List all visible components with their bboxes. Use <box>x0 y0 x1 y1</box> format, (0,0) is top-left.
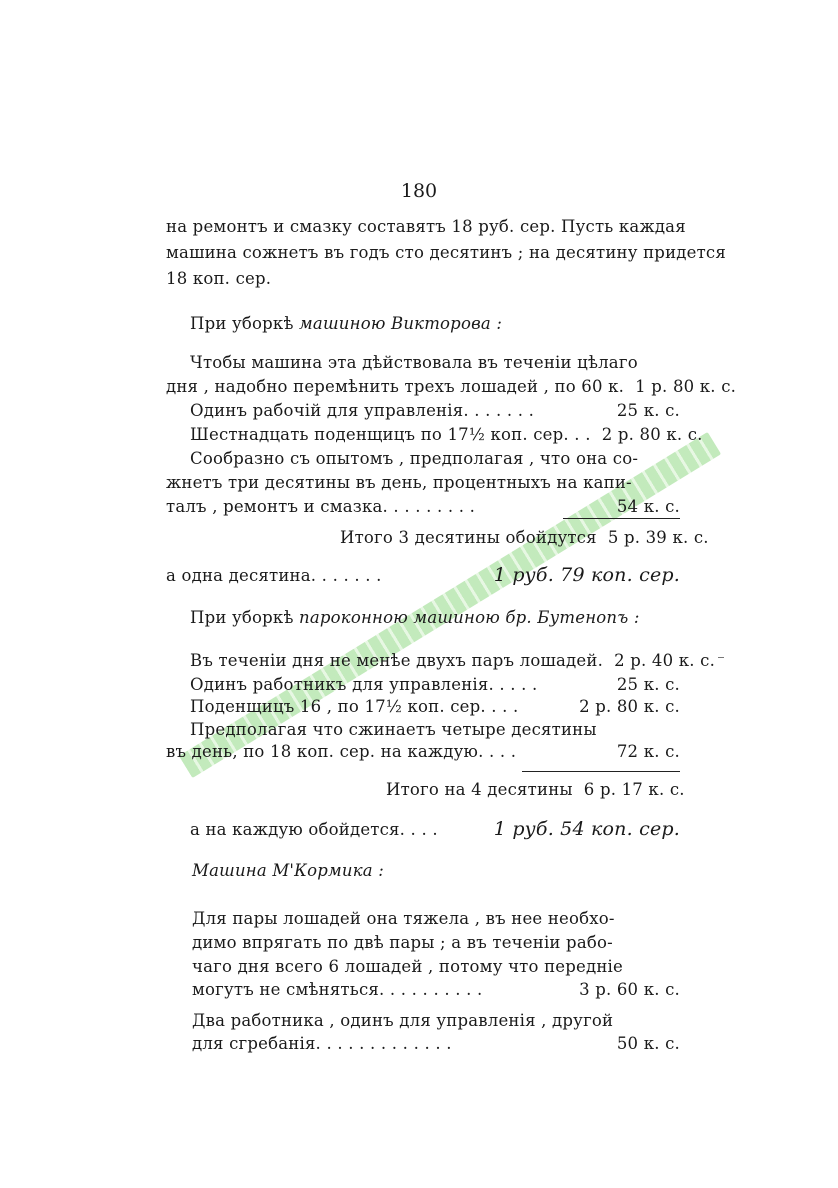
butenop-item: Поденщицъ 16 , по 17½ коп. сер. . . . 2 р. 80 к. с. <box>190 697 680 716</box>
intro-line-1: на ремонтъ и смазку составятъ 18 руб. сер. Пусть каждая <box>166 217 686 236</box>
butenop-item: Предполагая что сжинаетъ четыре десятины <box>190 720 597 739</box>
viktorov-item: Шестнадцать поденщицъ по 17½ коп. сер. . . 2 р. 80 к. с. <box>190 425 703 444</box>
butenop-heading: При уборкѣ пароконною машиною бр. Бутенопъ : <box>190 608 640 627</box>
viktorov-item: Одинъ рабочій для управленія. . . . . . . 25 к. с. <box>190 401 680 420</box>
viktorov-total: Итого 3 десятины обойдутся 5 р. 39 к. с. <box>340 528 709 547</box>
viktorov-heading: При уборкѣ машиною Викторова : <box>190 314 503 333</box>
viktorov-item: дня , надобно перемѣнить трехъ лошадей , по 60 к. 1 р. 80 к. с. <box>166 377 737 396</box>
mccormick-item: Для пары лошадей она тяжела , въ нее необхо- <box>192 909 615 928</box>
mccormick-item: димо впрягать по двѣ пары ; а въ теченіи рабо- <box>192 933 613 952</box>
viktorov-item: талъ , ремонтъ и смазка. . . . . . . . . 54 к. с. <box>166 497 680 516</box>
page-number: 180 <box>400 180 438 202</box>
mccormick-item: для сгребанія. . . . . . . . . . . . . 50 к. с. <box>192 1034 680 1053</box>
sum-rule <box>522 771 680 772</box>
mccormick-item: могутъ не смѣняться. . . . . . . . . . 3 р. 60 к. с. <box>192 980 680 999</box>
mccormick-item: Два работника , одинъ для управленія , другой <box>192 1011 614 1030</box>
mccormick-heading: Машина М'Кормика : <box>192 861 385 880</box>
viktorov-item: жнетъ три десятины въ день, процентныхъ на капи- <box>166 473 632 492</box>
butenop-per-desyatina: а на каждую обойдется. . . . 1 руб. 54 коп. сер. <box>190 818 680 840</box>
butenop-item: въ день, по 18 коп. сер. на каждую. . . . 72 к. с. <box>166 742 680 761</box>
butenop-item: Въ теченіи дня не менѣе двухъ паръ лошадей. 2 р. 40 к. с. <box>190 651 716 670</box>
intro-line-3: 18 коп. сер. <box>166 269 272 288</box>
butenop-item: Одинъ работникъ для управленія. . . . . 25 к. с. <box>190 675 680 694</box>
butenop-total: Итого на 4 десятины 6 р. 17 к. с. <box>386 780 685 799</box>
viktorov-item: Сообразно съ опытомъ , предполагая , что она со- <box>190 449 639 468</box>
viktorov-per-desyatina: а одна десятина. . . . . . . 1 руб. 79 коп. сер. <box>166 564 680 586</box>
viktorov-item: Чтобы машина эта дѣйствовала въ теченіи цѣлаго <box>190 353 638 372</box>
sum-rule <box>563 518 680 519</box>
intro-line-2: машина сожнетъ въ годъ сто десятинъ ; на десятину придется <box>166 243 726 262</box>
mccormick-item: чаго дня всего 6 лошадей , потому что передніе <box>192 957 623 976</box>
margin-tick-mark <box>718 657 724 658</box>
